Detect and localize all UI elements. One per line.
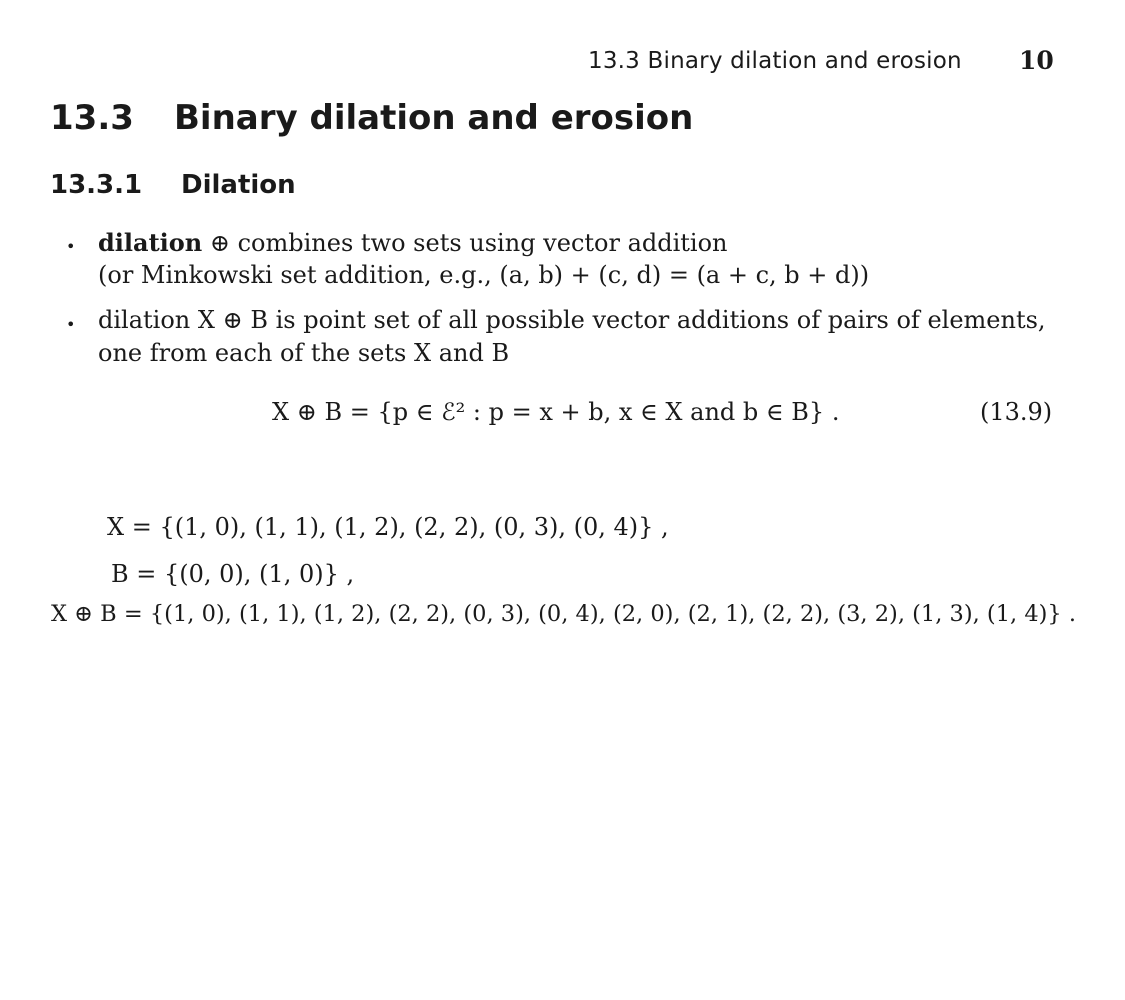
subsection-title: Dilation: [181, 170, 296, 200]
section-number: 13.3: [50, 98, 134, 138]
subsection-heading: [50, 170, 296, 200]
bullet-1-line-1: [98, 228, 728, 257]
bullet-1-term: dilation: [98, 228, 203, 257]
subsection-number: 13.3.1: [50, 170, 143, 200]
section-heading: [50, 98, 693, 138]
bullet-1-text: ⊕ combines two sets using vector addition: [209, 229, 728, 257]
example-set-x: X = {(1, 0), (1, 1), (1, 2), (2, 2), (0, 3), (0, 4)} ,: [107, 513, 669, 541]
example-dilation-result: X ⊕ B = {(1, 0), (1, 1), (1, 2), (2, 2), (0, 3), (0, 4), (2, 0), (2, 1), (2, 2), (3, 2), (1, 3), (1, 4)} .: [51, 601, 1077, 627]
example-set-b: B = {(0, 0), (1, 0)} ,: [111, 560, 355, 588]
running-header-title: 13.3 Binary dilation and erosion: [588, 48, 962, 74]
bullet-1-line-2: (or Minkowski set addition, e.g., (a, b) + (c, d) = (a + c, b + d)): [98, 261, 870, 289]
dilation-definition-equation: X ⊕ B = {p ∈ ℰ² : p = x + b, x ∈ X and b ∈ B} .: [272, 398, 840, 426]
bullet-icon: •: [66, 315, 76, 334]
section-title: Binary dilation and erosion: [174, 98, 694, 138]
equation-number: (13.9): [980, 398, 1053, 426]
bullet-icon: •: [66, 237, 76, 256]
page-number: 10: [1019, 46, 1054, 75]
bullet-2-line-2: one from each of the sets X and B: [98, 339, 510, 367]
bullet-2-line-1: dilation X ⊕ B is point set of all possible vector additions of pairs of elements,: [98, 306, 1046, 334]
